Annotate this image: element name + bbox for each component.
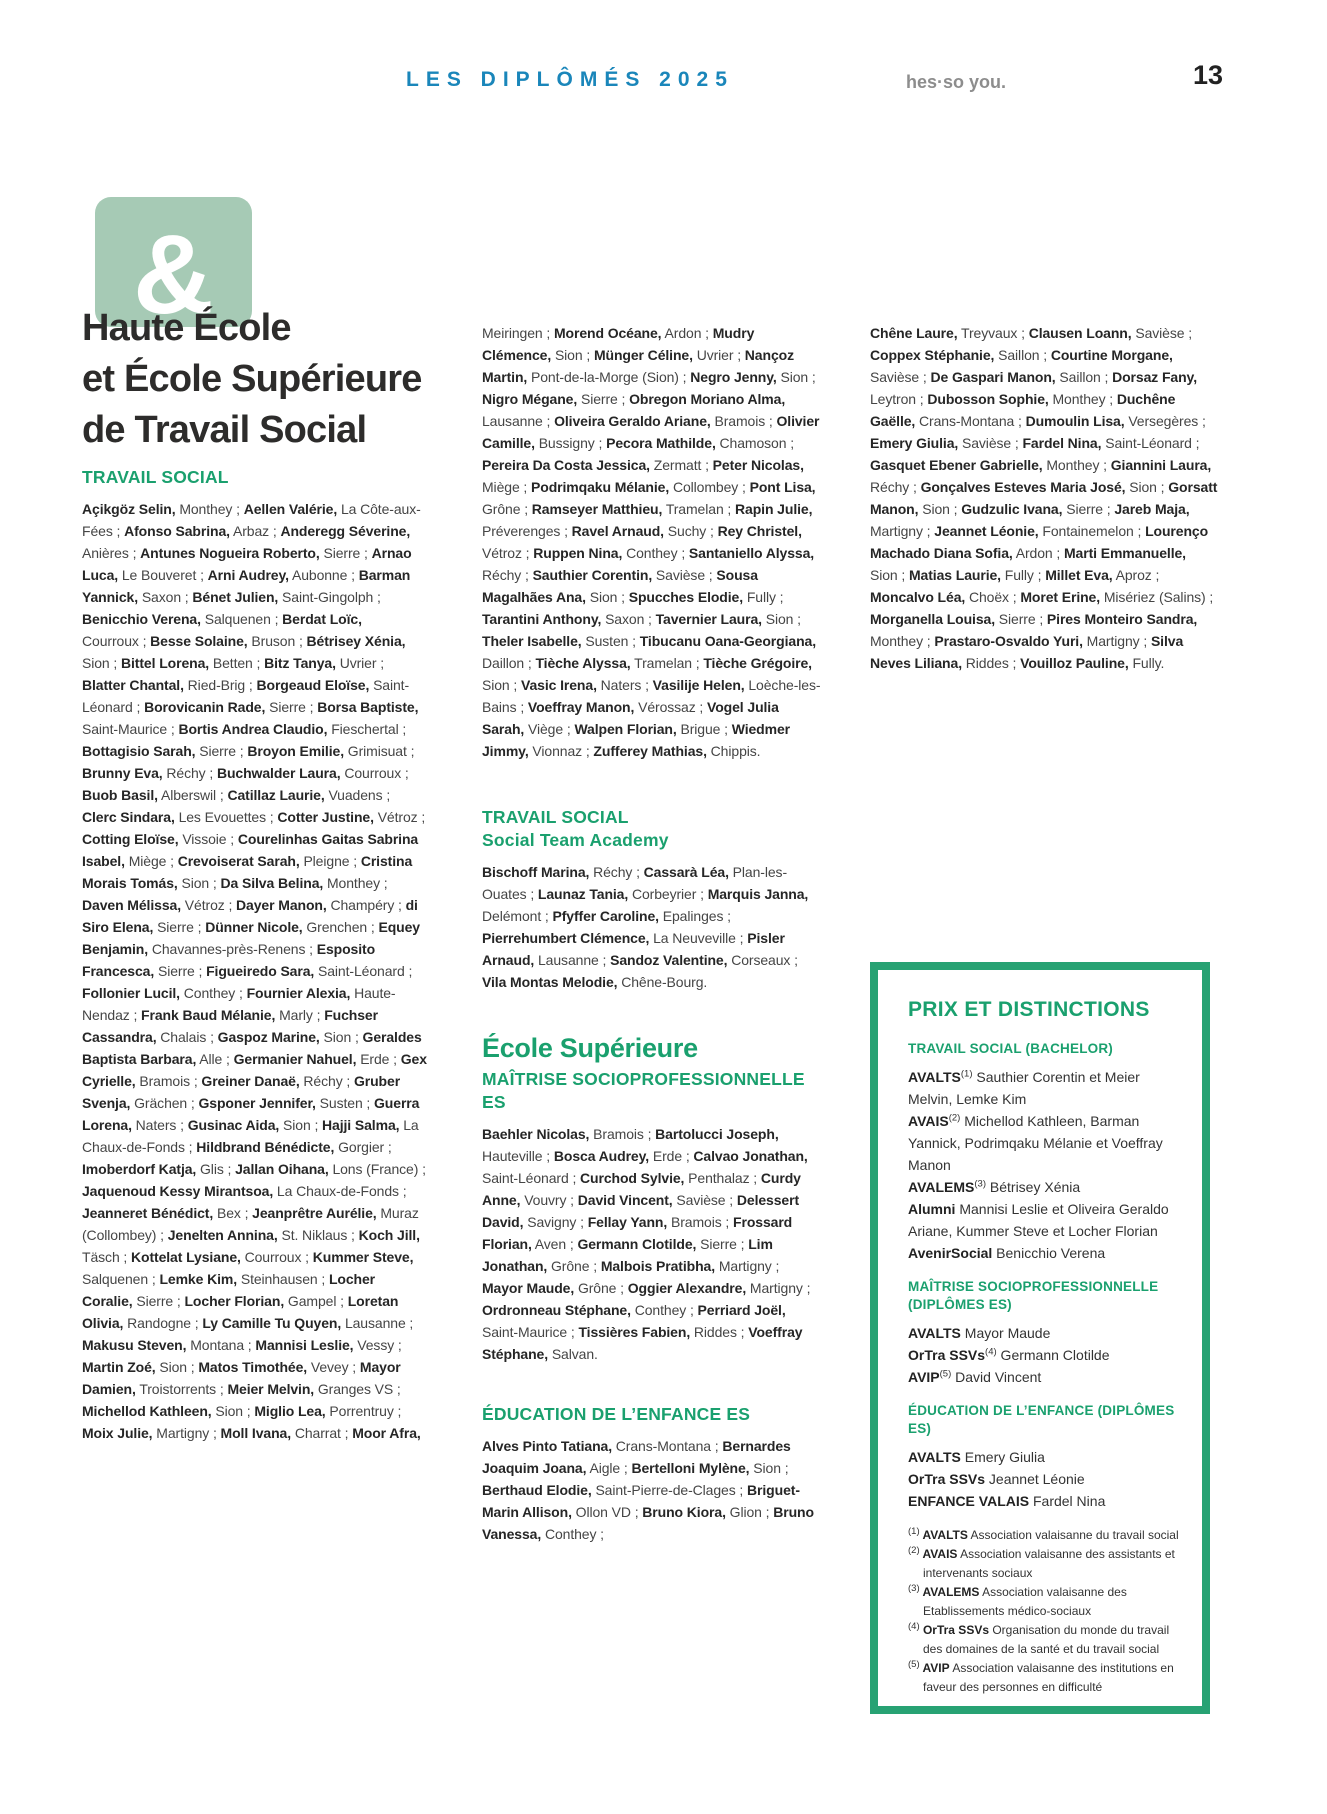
graduate-name: Daven Mélissa,	[82, 897, 181, 913]
graduate-name: Curdy Anne,	[482, 1170, 801, 1208]
section-heading-travail-social-sta-1: TRAVAIL SOCIAL	[482, 807, 629, 827]
graduate-name: di Siro Elena,	[82, 897, 418, 935]
graduate-name: Pont Lisa,	[749, 479, 816, 495]
section-heading-travail-social-sta-2: Social Team Academy	[482, 830, 669, 850]
graduate-name: Zufferey Mathias,	[593, 743, 707, 759]
graduate-name: Pereira Da Costa Jessica,	[482, 457, 650, 473]
graduate-name: Delessert David,	[482, 1192, 800, 1230]
graduate-name: Mayor Damien,	[82, 1359, 401, 1397]
graduate-name: Theler Isabelle,	[482, 633, 582, 649]
graduate-name: Moix Julie,	[82, 1425, 153, 1441]
graduate-name: Moret Erine,	[1020, 589, 1101, 605]
graduate-name: Michellod Kathleen,	[82, 1403, 212, 1419]
graduate-name: Curchod Sylvie,	[580, 1170, 685, 1186]
graduate-name: Benicchio Verena,	[82, 611, 201, 627]
prix-awards-enfance	[908, 1446, 1182, 1512]
page-title-line-3: de Travail Social	[82, 409, 367, 451]
award-line: AVALEMS$^{(3)}$ Bétrisey Xénia	[908, 1178, 1081, 1195]
footnote: $^{(1)}$ AVALTS Association valaisanne du travail social	[908, 1526, 1179, 1542]
graduate-name: Anderegg Séverine,	[280, 523, 411, 539]
graduate-name: Ramseyer Matthieu,	[531, 501, 663, 517]
graduate-name: Gasquet Ebener Gabrielle,	[870, 457, 1043, 473]
graduate-name: Locher Coralie,	[82, 1271, 376, 1309]
graduate-name: Pires Monteiro Sandra,	[1046, 611, 1198, 627]
graduate-name: Pfyffer Caroline,	[552, 908, 659, 924]
graduate-name: Gsponer Jennifer,	[198, 1095, 316, 1111]
graduate-name: Rapin Julie,	[735, 501, 813, 517]
prix-box-title: PRIX ET DISTINCTIONS	[908, 998, 1150, 1021]
graduate-name: Meier Melvin,	[227, 1381, 315, 1397]
footnote-label: AVALEMS	[919, 1585, 980, 1599]
graduate-name: Jeanprêtre Aurélie,	[252, 1205, 377, 1221]
graduate-name: Guerra Lorena,	[82, 1095, 420, 1133]
graduate-name: Vila Montas Melodie,	[482, 974, 618, 990]
graduate-name: Catillaz Laurie,	[227, 787, 325, 803]
graduate-name: Prastaro-Osvaldo Yuri,	[934, 633, 1083, 649]
graduate-name: Emery Giulia,	[870, 435, 959, 451]
graduate-name: Ruppen Nina,	[533, 545, 623, 561]
graduate-name: Hildbrand Bénédicte,	[196, 1139, 335, 1155]
graduate-name: Silva Neves Liliana,	[870, 633, 1184, 671]
footnote-label: AVALTS	[919, 1528, 968, 1542]
award-label: OrTra SSVs	[908, 1471, 986, 1487]
graduate-name: Bortis Andrea Claudio,	[178, 721, 328, 737]
graduate-name: Germann Clotilde,	[577, 1236, 697, 1252]
graduates-list-education-enfance-part2: Chêne Laure, Treyvaux ; Clausen Loann, Savièse ; Coppex Stéphanie, Saillon ; Courtine Morgane, Savièse ; De Gaspari Manon, Saillon ; Dorsaz Fany, Leytron ; Dubosson Sophie, Monthey ; Duchêne Gaëlle, Crans-Montana ; Dumoulin Lisa, Versegères ; Emery Giulia, Savièse ; Fardel Nina, Saint-Léonard ; Gasquet Ebener Gabrielle, Monthey ; Giannini Laura, Réchy ; Gonçalves Esteves Maria José, Sion ; Gorsatt Manon, Sion ; Gudzulic Ivana, Sierre ; Jareb Maja, Martigny ; Jeannet Léonie, Fontainemelon ; Lourenço Machado Diana Sofia, Ardon ; Marti Emmanuelle, Sion ; Matias Laurie, Fully ; Millet Eva, Aproz ; Moncalvo Léa, Choëx ; Moret Erine, Misériez (Salins) ; Morganella Louisa, Sierre ; Pires Monteiro Sandra, Monthey ; Prastaro-Osvaldo Yuri, Martigny ; Silva Neves Liliana, Riddes ; Vouilloz Pauline, Fully.	[870, 325, 1218, 671]
prix-footnotes	[908, 1526, 1182, 1697]
graduate-name: Walpen Florian,	[574, 721, 677, 737]
graduate-name: Lemke Kim,	[159, 1271, 238, 1287]
graduate-name: Aellen Valérie,	[243, 501, 338, 517]
graduate-name: Borsa Baptiste,	[317, 699, 419, 715]
column-3	[870, 322, 1222, 674]
award-line: AVAIS$^{(2)}$ Michellod Kathleen, Barman Yannick, Podrimqaku Mélanie et Voeffray Manon	[908, 1112, 1163, 1173]
column-2	[482, 322, 822, 1545]
award-label: ENFANCE VALAIS	[908, 1493, 1030, 1509]
award-line: AVIP$^{(5)}$ David Vincent	[908, 1368, 1042, 1385]
graduate-name: Millet Eva,	[1045, 567, 1113, 583]
graduate-name: Bottagisio Sarah,	[82, 743, 196, 759]
graduate-name: Martin Zoé,	[82, 1359, 156, 1375]
graduate-name: Lim Jonathan,	[482, 1236, 773, 1274]
page-header-brand: LES DIPLÔMÉS 2025	[406, 68, 734, 91]
footnote: $^{(4)}$ OrTra SSVs Organisation du monde du travail des domaines de la santé et du travail social	[908, 1621, 1170, 1656]
graduate-name: Besse Solaine,	[150, 633, 248, 649]
graduate-name: Germanier Nahuel,	[233, 1051, 357, 1067]
graduate-name: Duchêne Gaëlle,	[870, 391, 1176, 429]
prix-group-maitrise	[908, 1278, 1182, 1388]
graduate-name: Ravel Arnaud,	[571, 523, 664, 539]
award-label: AvenirSocial	[908, 1245, 993, 1261]
prix-awards-bachelor	[908, 1066, 1182, 1264]
graduate-name: Arnao Luca,	[82, 545, 412, 583]
graduate-name: Cristina Morais Tomás,	[82, 853, 413, 891]
graduate-name: Spucches Elodie,	[628, 589, 744, 605]
graduate-name: Vogel Julia Sarah,	[482, 699, 779, 737]
footnote: $^{(3)}$ AVALEMS Association valaisanne des Etablissements médico-sociaux	[908, 1583, 1127, 1618]
graduate-name: Bernardes Joaquim Joana,	[482, 1438, 791, 1476]
graduate-name: Clerc Sindara,	[82, 809, 175, 825]
hes-so-logo-text: hes·so you.	[906, 72, 1007, 92]
graduate-name: Giannini Laura,	[1110, 457, 1212, 473]
graduate-name: Locher Florian,	[184, 1293, 285, 1309]
prix-awards-maitrise	[908, 1322, 1182, 1388]
graduate-name: Mudry Clémence,	[482, 325, 755, 363]
graduate-name: Marti Emmanuelle,	[1063, 545, 1186, 561]
graduate-name: Frank Baud Mélanie,	[141, 1007, 276, 1023]
graduate-name: Berthaud Elodie,	[482, 1482, 592, 1498]
graduate-name: Courtine Morgane,	[1050, 347, 1173, 363]
graduate-name: Tavernier Laura,	[655, 611, 762, 627]
graduate-name: Makusu Steven,	[82, 1337, 187, 1353]
graduate-name: Voeffray Stéphane,	[482, 1324, 803, 1362]
graduate-name: Fellay Yann,	[587, 1214, 668, 1230]
graduate-name: Açikgöz Selin,	[82, 501, 176, 517]
graduate-name: Ly Camille Tu Quyen,	[202, 1315, 342, 1331]
footnote: $^{(2)}$ AVAIS Association valaisanne des assistants et intervenants sociaux	[908, 1545, 1175, 1580]
graduate-name: Jaquenoud Kessy Mirantsoa,	[82, 1183, 274, 1199]
graduate-name: Cotting Eloïse,	[82, 831, 179, 847]
section-heading-travail-social: TRAVAIL SOCIAL	[82, 467, 229, 487]
graduate-name: Kummer Steve,	[312, 1249, 414, 1265]
graduate-name: Jareb Maja,	[1114, 501, 1190, 517]
award-line: AVALTS Emery Giulia	[908, 1449, 1045, 1465]
award-line: AVALTS$^{(1)}$ Sauthier Corentin et Meier Melvin, Lemke Kim	[908, 1068, 1140, 1107]
graduate-name: Coppex Stéphanie,	[870, 347, 995, 363]
graduate-name: Esposito Francesca,	[82, 941, 376, 979]
graduate-name: Jeanneret Bénédict,	[82, 1205, 214, 1221]
graduate-name: Bétrisey Xénia,	[306, 633, 406, 649]
graduate-name: Bosca Audrey,	[553, 1148, 650, 1164]
graduate-name: Berdat Loïc,	[282, 611, 362, 627]
graduate-name: Afonso Sabrina,	[124, 523, 230, 539]
graduate-name: Gudzulic Ivana,	[961, 501, 1063, 517]
graduate-name: Marquis Janna,	[707, 886, 809, 902]
graduate-name: Barman Yannick,	[82, 567, 411, 605]
award-line: AvenirSocial Benicchio Verena	[908, 1245, 1106, 1261]
graduate-name: Figueiredo Sara,	[206, 963, 315, 979]
award-label: AVIP	[908, 1369, 940, 1385]
graduate-name: Launaz Tania,	[537, 886, 629, 902]
graduate-name: Geraldes Baptista Barbara,	[82, 1029, 422, 1067]
graduate-name: Miglio Lea,	[254, 1403, 326, 1419]
graduate-name: Baehler Nicolas,	[482, 1126, 590, 1142]
graduate-name: Broyon Emilie,	[247, 743, 344, 759]
graduate-name: Frossard Florian,	[482, 1214, 793, 1252]
graduate-name: Cassarà Léa,	[643, 864, 729, 880]
graduates-list-maitrise-socioprofessionnelle: Baehler Nicolas, Bramois ; Bartolucci Joseph, Hauteville ; Bosca Audrey, Erde ; Calvao Jonathan, Saint-Léonard ; Curchod Sylvie, Penthalaz ; Curdy Anne, Vouvry ; David Vincent, Savièse ; Delessert David, Savigny ; Fellay Yann, Bramois ; Frossard Florian, Aven ; Germann Clotilde, Sierre ; Lim Jonathan, Grône ; Malbois Pratibha, Martigny ; Mayor Maude, Grône ; Oggier Alexandre, Martigny ; Ordronneau Stéphane, Conthey ; Perriard Joël, Saint-Maurice ; Tissières Fabien, Riddes ; Voeffray Stéphane, Salvan.	[482, 1126, 811, 1362]
graduate-name: Hajji Salma,	[322, 1117, 400, 1133]
graduate-name: Tièche Grégoire,	[703, 655, 812, 671]
award-label: OrTra SSVs	[908, 1347, 986, 1363]
graduate-name: Brunny Eva,	[82, 765, 163, 781]
page-number: 13	[1193, 60, 1224, 90]
graduate-name: Dorsaz Fany,	[1112, 369, 1197, 385]
graduate-name: Bruno Kiora,	[642, 1504, 726, 1520]
prix-et-distinctions-box	[870, 962, 1210, 1714]
graduate-name: Bischoff Marina,	[482, 864, 590, 880]
section-heading-ecole-superieure: École Supérieure	[482, 1033, 698, 1063]
award-line: ENFANCE VALAIS Fardel Nina	[908, 1493, 1106, 1509]
graduate-name: Fuchser Cassandra,	[82, 1007, 378, 1045]
graduate-name: Gusinac Aida,	[187, 1117, 280, 1133]
footnote-label: AVIP	[919, 1661, 950, 1675]
graduate-name: Wiedmer Jimmy,	[482, 721, 791, 759]
award-label: AVALEMS	[908, 1179, 975, 1195]
graduate-name: Koch Jill,	[358, 1227, 420, 1243]
graduate-name: Mayor Maude,	[482, 1280, 575, 1296]
graduate-name: Equey Benjamin,	[82, 919, 420, 957]
graduate-name: Nigro Mégane,	[482, 391, 578, 407]
section-heading-maitrise-socioprofessionnelle: MAÎTRISE SOCIOPROFESSIONNELLE ES	[482, 1069, 805, 1112]
graduate-name: Dumoulin Lisa,	[1025, 413, 1125, 429]
graduate-name: Olivier Camille,	[482, 413, 820, 451]
graduate-name: Clausen Loann,	[1028, 325, 1132, 341]
graduate-name: Mannisi Leslie,	[255, 1337, 354, 1353]
footnote-label: OrTra SSVs	[919, 1623, 989, 1637]
graduate-name: Gorsatt Manon,	[870, 479, 1218, 517]
graduate-name: Da Silva Belina,	[220, 875, 324, 891]
graduate-name: Gonçalves Esteves Maria José,	[920, 479, 1126, 495]
graduate-name: Chêne Laure,	[870, 325, 958, 341]
graduate-name: Calvao Jonathan,	[693, 1148, 808, 1164]
graduate-name: Tièche Alyssa,	[535, 655, 631, 671]
graduate-name: Dubosson Sophie,	[927, 391, 1049, 407]
award-line: OrTra SSVs$^{(4)}$ Germann Clotilde	[908, 1346, 1110, 1363]
graduate-name: Fardel Nina,	[1022, 435, 1102, 451]
prix-group-bachelor	[908, 1040, 1182, 1264]
graduate-name: Jallan Oihana,	[235, 1161, 329, 1177]
graduate-name: Negro Jenny,	[690, 369, 777, 385]
footnote: $^{(5)}$ AVIP Association valaisanne des institutions en faveur des personnes en difficulté	[908, 1659, 1174, 1694]
graduate-name: Bénet Julien,	[192, 589, 279, 605]
graduate-name: Morend Océane,	[553, 325, 662, 341]
award-label: AVALTS	[908, 1069, 961, 1085]
graduate-name: Dünner Nicole,	[205, 919, 303, 935]
graduate-name: Gex Cyrielle,	[82, 1051, 427, 1089]
graduate-name: Borgeaud Eloïse,	[256, 677, 370, 693]
section-heading-education-enfance: ÉDUCATION DE L’ENFANCE ES	[482, 1404, 751, 1424]
graduate-name: Perriard Joël,	[697, 1302, 786, 1318]
graduate-name: Courelinhas Gaitas Sabrina Isabel,	[82, 831, 419, 869]
graduate-name: Kottelat Lysiane,	[131, 1249, 241, 1265]
award-line: AVALTS Mayor Maude	[908, 1325, 1051, 1341]
graduate-name: Jenelten Annina,	[167, 1227, 278, 1243]
graduates-list-travail-social-part1: Açikgöz Selin, Monthey ; Aellen Valérie, La Côte-aux-Fées ; Afonso Sabrina, Arbaz ; Anderegg Séverine, Anières ; Antunes Nogueira Roberto, Sierre ; Arnao Luca, Le Bouveret ; Arni Audrey, Aubonne ; Barman Yannick, Saxon ; Bénet Julien, Saint-Gingolph ; Benicchio Verena, Salquenen ; Berdat Loïc, Courroux ; Besse Solaine, Bruson ; Bétrisey Xénia, Sion ; Bittel Lorena, Betten ; Bitz Tanya, Uvrier ; Blatter Chantal, Ried-Brig ; Borgeaud Eloïse, Saint-Léonard ; Borovicanin Rade, Sierre ; Borsa Baptiste, Saint-Maurice ; Bortis Andrea Claudio, Fieschertal ; Bottagisio Sarah, Sierre ; Broyon Emilie, Grimisuat ; Brunny Eva, Réchy ; Buchwalder Laura, Courroux ; Buob Basil, Alberswil ; Catillaz Laurie, Vuadens ; Clerc Sindara, Les Evouettes ; Cotter Justine, Vétroz ; Cotting Eloïse, Vissoie ; Courelinhas Gaitas Sabrina Isabel, Miège ; Crevoiserat Sarah, Pleigne ; Cristina Morais Tomás, Sion ; Da Silva Belina, Monthey ; Daven Mélissa, Vétroz ; Dayer Manon, Champéry ; di Siro Elena, Sierre ; Dünner Nicole, Grenchen ; Equey Benjamin, Chavannes-près-Renens ; Esposito Francesca, Sierre ; Figueiredo Sara, Saint-Léonard ; Follonier Lucil, Conthey ; Fournier Alexia, Haute-Nendaz ; Frank Baud Mélanie, Marly ; Fuchser Cassandra, Chalais ; Gaspoz Marine, Sion ; Geraldes Baptista Barbara, Alle ; Germanier Nahuel, Erde ; Gex Cyrielle, Bramois ; Greiner Danaë, Réchy ; Gruber Svenja, Grächen ; Gsponer Jennifer, Susten ; Guerra Lorena, Naters ; Gusinac Aida, Sion ; Hajji Salma, La Chaux-de-Fonds ; Hildbrand Bénédicte, Gorgier ; Imoberdorf Katja, Glis ; Jallan Oihana, Lons (France) ; Jaquenoud Kessy Mirantsoa, La Chaux-de-Fonds ; Jeanneret Bénédict, Bex ; Jeanprêtre Aurélie, Muraz (Collombey) ; Jenelten Annina, St. Niklaus ; Koch Jill, Täsch ; Kottelat Lysiane, Courroux ; Kummer Steve, Salquenen ; Lemke Kim, Steinhausen ; Locher Coralie, Sierre ; Locher Florian, Gampel ; Loretan Olivia, Randogne ; Ly Camille Tu Quyen, Lausanne ; Makusu Steven, Montana ; Mannisi Leslie, Vessy ; Martin Zoé, Sion ; Matos Timothée, Vevey ; Mayor Damien, Troistorrents ; Meier Melvin, Granges VS ; Michellod Kathleen, Sion ; Miglio Lea, Porrentruy ; Moix Julie, Martigny ; Moll Ivana, Charrat ; Moor Afra,	[82, 501, 427, 1441]
graduate-name: Loretan Olivia,	[82, 1293, 399, 1331]
graduate-name: Bruno Vanessa,	[482, 1504, 814, 1542]
graduate-name: Voeffray Manon,	[527, 699, 635, 715]
graduate-name: Buob Basil,	[82, 787, 158, 803]
graduate-name: De Gaspari Manon,	[930, 369, 1056, 385]
graduate-name: Vasic Irena,	[521, 677, 597, 693]
graduate-name: Obregon Moriano Alma,	[629, 391, 786, 407]
footnote-label: AVAIS	[919, 1547, 958, 1561]
graduate-name: Bartolucci Joseph,	[655, 1126, 779, 1142]
prix-group-heading: MAÎTRISE SOCIOPROFESSIONNELLE (DIPLÔMES ES)	[908, 1279, 1159, 1312]
graduate-name: Moncalvo Léa,	[870, 589, 966, 605]
graduate-name: Moor Afra,	[352, 1425, 421, 1441]
graduate-name: Bertelloni Mylène,	[631, 1460, 750, 1476]
graduate-name: Tarantini Anthony,	[482, 611, 602, 627]
prix-group-enfance	[908, 1402, 1182, 1512]
graduate-name: Dayer Manon,	[236, 897, 327, 913]
graduate-name: Vasilije Helen,	[652, 677, 745, 693]
graduate-name: Pecora Mathilde,	[606, 435, 716, 451]
graduate-name: Gaspoz Marine,	[217, 1029, 320, 1045]
graduate-name: Sauthier Corentin,	[532, 567, 653, 583]
graduates-list-travail-social-part2: Meiringen ; Morend Océane, Ardon ; Mudry Clémence, Sion ; Münger Céline, Uvrier ; Nançoz Martin, Pont-de-la-Morge (Sion) ; Negro Jenny, Sion ; Nigro Mégane, Sierre ; Obregon Moriano Alma, Lausanne ; Oliveira Geraldo Ariane, Bramois ; Olivier Camille, Bussigny ; Pecora Mathilde, Chamoson ; Pereira Da Costa Jessica, Zermatt ; Peter Nicolas, Miège ; Podrimqaku Mélanie, Collombey ; Pont Lisa, Grône ; Ramseyer Matthieu, Tramelan ; Rapin Julie, Préverenges ; Ravel Arnaud, Suchy ; Rey Christel, Vétroz ; Ruppen Nina, Conthey ; Santaniello Alyssa, Réchy ; Sauthier Corentin, Savièse ; Sousa Magalhães Ana, Sion ; Spucches Elodie, Fully ; Tarantini Anthony, Saxon ; Tavernier Laura, Sion ; Theler Isabelle, Susten ; Tibucanu Oana-Georgiana, Daillon ; Tièche Alyssa, Tramelan ; Tièche Grégoire, Sion ; Vasic Irena, Naters ; Vasilije Helen, Loèche-les-Bains ; Voeffray Manon, Vérossaz ; Vogel Julia Sarah, Viège ; Walpen Florian, Brigue ; Wiedmer Jimmy, Vionnaz ; Zufferey Mathias, Chippis.	[482, 325, 821, 759]
graduate-name: Oggier Alexandre,	[627, 1280, 747, 1296]
graduate-name: Follonier Lucil,	[82, 985, 180, 1001]
page-title-line-2: et École Supérieure	[82, 358, 422, 400]
prix-group-heading: TRAVAIL SOCIAL (BACHELOR)	[908, 1041, 1113, 1056]
graduate-name: Oliveira Geraldo Ariane,	[554, 413, 711, 429]
graduate-name: Borovicanin Rade,	[144, 699, 266, 715]
graduate-name: Gruber Svenja,	[82, 1073, 401, 1111]
graduate-name: Lourenço Machado Diana Sofia,	[870, 523, 1209, 561]
graduate-name: Briguet-Marin Allison,	[482, 1482, 800, 1520]
graduate-name: Tissières Fabien,	[578, 1324, 691, 1340]
graduate-name: Matos Timothée,	[198, 1359, 308, 1375]
award-line: Alumni Mannisi Leslie et Oliveira Geraldo Ariane, Kummer Steve et Locher Florian	[908, 1201, 1169, 1239]
graduate-name: Antunes Nogueira Roberto,	[140, 545, 320, 561]
graduate-name: Jeannet Léonie,	[934, 523, 1039, 539]
graduate-name: Crevoiserat Sarah,	[177, 853, 300, 869]
graduate-name: Cotter Justine,	[277, 809, 374, 825]
graduate-name: Ordronneau Stéphane,	[482, 1302, 631, 1318]
graduate-name: Peter Nicolas,	[712, 457, 804, 473]
graduate-name: Sandoz Valentine,	[610, 952, 728, 968]
graduate-name: Tibucanu Oana-Georgiana,	[639, 633, 816, 649]
graduates-list-education-enfance-part1: Alves Pinto Tatiana, Crans-Montana ; Bernardes Joaquim Joana, Aigle ; Bertelloni Mylène, Sion ; Berthaud Elodie, Saint-Pierre-de-Clages ; Briguet-Marin Allison, Ollon VD ; Bruno Kiora, Glion ; Bruno Vanessa, Conthey ;	[482, 1438, 814, 1542]
graduate-name: Buchwalder Laura,	[216, 765, 341, 781]
graduate-name: Sousa Magalhães Ana,	[482, 567, 758, 605]
column-1	[82, 466, 427, 1444]
page-title-line-1: Haute École	[82, 307, 291, 349]
graduate-name: Alves Pinto Tatiana,	[482, 1438, 612, 1454]
award-label: AVALTS	[908, 1449, 961, 1465]
award-label: AVAIS	[908, 1113, 949, 1129]
award-label: Alumni	[908, 1201, 956, 1217]
graduate-name: Imoberdorf Katja,	[82, 1161, 197, 1177]
award-line: OrTra SSVs Jeannet Léonie	[908, 1471, 1085, 1487]
graduate-name: Bittel Lorena,	[121, 655, 210, 671]
graduate-name: David Vincent,	[577, 1192, 673, 1208]
prix-group-heading: ÉDUCATION DE L’ENFANCE (DIPLÔMES ES)	[908, 1403, 1175, 1436]
graduate-name: Vouilloz Pauline,	[1020, 655, 1129, 671]
graduate-name: Malbois Pratibha,	[600, 1258, 716, 1274]
graduate-name: Podrimqaku Mélanie,	[531, 479, 670, 495]
graduate-name: Arni Audrey,	[207, 567, 289, 583]
graduates-list-social-team-academy: Bischoff Marina, Réchy ; Cassarà Léa, Plan-les-Ouates ; Launaz Tania, Corbeyrier ; Marquis Janna, Delémont ; Pfyffer Caroline, Epalinges ; Pierrehumbert Clémence, La Neuveville ; Pisler Arnaud, Lausanne ; Sandoz Valentine, Corseaux ; Vila Montas Melodie, Chêne-Bourg.	[482, 864, 809, 990]
page-title	[82, 303, 422, 456]
graduate-name: Blatter Chantal,	[82, 677, 184, 693]
graduate-name: Pierrehumbert Clémence,	[482, 930, 650, 946]
graduate-name: Münger Céline,	[593, 347, 693, 363]
graduate-name: Moll Ivana,	[220, 1425, 292, 1441]
graduate-name: Nançoz Martin,	[482, 347, 794, 385]
ampersand-icon: &	[133, 212, 214, 337]
award-label: AVALTS	[908, 1325, 961, 1341]
graduate-name: Santaniello Alyssa,	[688, 545, 815, 561]
graduate-name: Bitz Tanya,	[264, 655, 336, 671]
graduate-name: Morganella Louisa,	[870, 611, 995, 627]
graduate-name: Greiner Danaë,	[201, 1073, 300, 1089]
graduate-name: Rey Christel,	[717, 523, 802, 539]
graduate-name: Fournier Alexia,	[246, 985, 351, 1001]
graduate-name: Pisler Arnaud,	[482, 930, 785, 968]
graduate-name: Matias Laurie,	[909, 567, 1001, 583]
